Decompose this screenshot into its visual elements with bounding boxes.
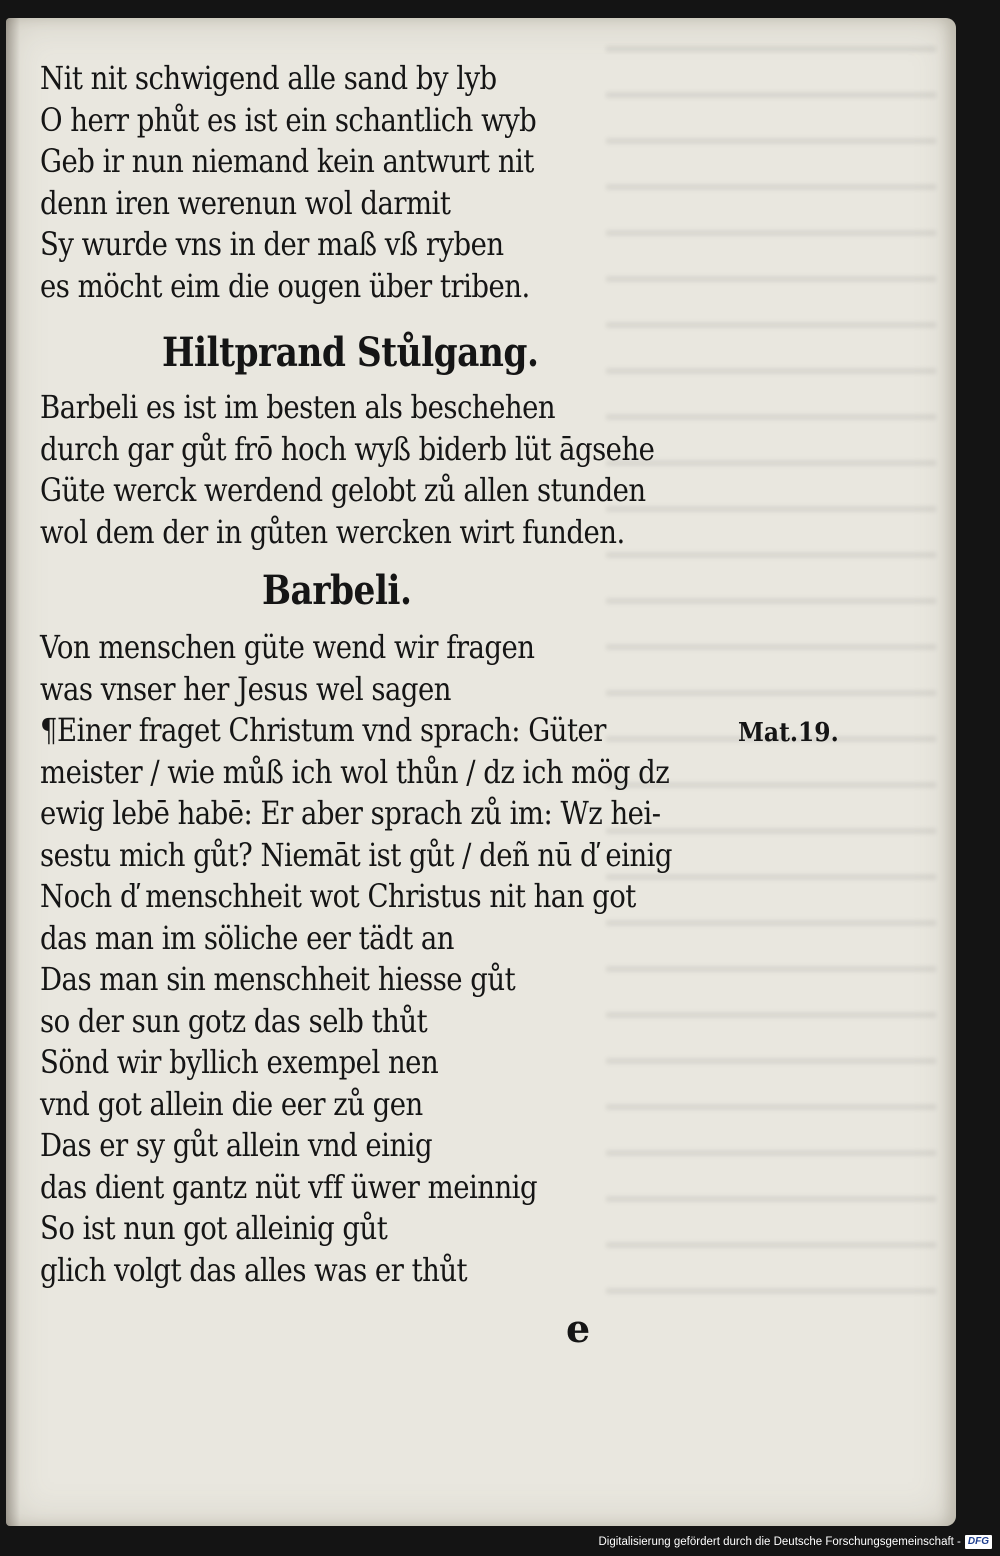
text-line: das man im söliche eer tädt an [40,918,455,957]
text-line: Güte werck werdend gelobt zů allen stunden [40,471,646,509]
text-line: ewig lebē habē: Er aber sprach zů im: Wz hei- [40,794,661,832]
text-line: Das er sy gůt allein vnd einig [40,1126,433,1164]
text-line: Das man sin menschheit hiesse gůt [40,960,516,998]
text-line: es möcht eim die ougen über triben. [40,266,530,305]
text-line: So ist nun got alleinig gůt [40,1209,388,1247]
footer-text: Digitalisierung gefördert durch die Deutsche Forschungsgemeinschaft - [598,1536,961,1548]
text-line: sestu mich gůt? Niemāt ist gůt / deñ nū ď einig [40,835,673,874]
book-page [6,18,956,1526]
text-line: ¶Einer fraget Christum vnd sprach: Güter [40,711,606,749]
text-line: Noch ď menschheit wot Christus nit han got [40,877,636,915]
text-line: vnd got allein die eer zů gen [40,1084,423,1123]
verse-block-top [40,58,740,307]
text-line: meister / wie můß ich wol thůn / dz ich mög dz [40,752,670,791]
text-line: glich volgt das alles was er thůt [40,1250,468,1289]
signature-mark: e [566,1306,591,1351]
text-line: was vnser her Jesus wel sagen [40,669,451,708]
text-line: Nit nit schwigend alle sand by lyb [40,59,497,97]
text-line: Von menschen güte wend wir fragen [40,628,535,666]
speaker-heading-barbeli: Barbeli. [262,567,412,614]
funding-footer [598,1532,992,1552]
text-line: Sönd wir byllich exempel nen [40,1043,439,1081]
text-line: durch gar gůt frō hoch wyß biderb lüt āgsehe [40,429,655,468]
speaker-heading-hiltprand: Hiltprand Stůlgang. [162,329,539,376]
verse-block-bottom [40,627,740,1291]
text-line: Geb ir nun niemand kein antwurt nit [40,142,534,180]
dfg-logo-icon: DFG [965,1535,992,1549]
text-line: wol dem der in gůten wercken wirt funden. [40,512,625,551]
page-text [40,58,740,1291]
text-line: Sy wurde vns in der maß vß ryben [40,225,504,263]
text-line: so der sun gotz das selb thůt [40,1001,428,1040]
text-line: Barbeli es ist im besten als beschehen [40,388,556,426]
verse-block-middle [40,387,740,553]
text-line: O herr phůt es ist ein schantlich wyb [40,100,537,139]
text-line: denn iren werenun wol darmit [40,183,451,222]
margin-note-citation: Mat.19. [738,718,839,748]
text-line: das dient gantz nüt vff üwer meinnig [40,1167,538,1206]
